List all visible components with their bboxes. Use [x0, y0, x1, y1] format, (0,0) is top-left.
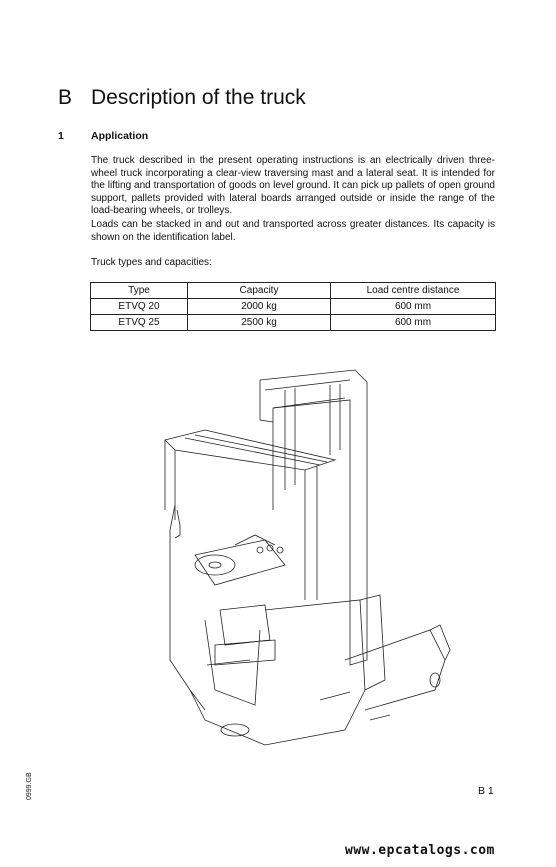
cell-capacity: 2000 kg	[188, 299, 331, 315]
table-header-row	[91, 283, 496, 299]
document-code-text: 0999.GB	[26, 772, 33, 800]
cell-load-centre: 600 mm	[331, 299, 496, 315]
section-number: 1	[58, 130, 64, 142]
header-load-centre: Load centre distance	[331, 283, 496, 299]
page-number: B 1	[478, 785, 494, 797]
cell-capacity: 2500 kg	[188, 315, 331, 331]
chapter-letter: B	[58, 86, 73, 109]
cell-type: ETVQ 25	[91, 315, 188, 331]
truck-types-table	[90, 282, 496, 331]
cell-load-centre: 600 mm	[331, 315, 496, 331]
section-heading	[58, 130, 148, 142]
document-code	[26, 762, 36, 802]
paragraph-loads: Loads can be stacked in and out and transported across greater distances. Its capacity is shown on the identification label.	[91, 219, 495, 243]
table-row	[91, 315, 496, 331]
paragraph-types-intro: Truck types and capacities:	[91, 257, 212, 268]
table-row	[91, 299, 496, 315]
cell-type: ETVQ 20	[91, 299, 188, 315]
watermark-url: www.epcatalogs.com	[345, 843, 495, 858]
header-capacity: Capacity	[188, 283, 331, 299]
paragraph-application: The truck described in the present operating instructions is an electrically driven three-wheel truck incorporating a clear-view traversing mast and a lateral seat. It is intended for the lifting and transportation of goods on level ground. It can pick up pallets of open ground support, pallets provided with lateral boards arranged outside or inside the range of the load-bearing wheels, or trolleys.	[91, 155, 495, 216]
chapter-heading	[58, 86, 306, 110]
chapter-title: Description of the truck	[91, 86, 306, 109]
header-type: Type	[91, 283, 188, 299]
reach-truck-illustration	[145, 360, 460, 770]
section-title: Application	[91, 130, 149, 142]
